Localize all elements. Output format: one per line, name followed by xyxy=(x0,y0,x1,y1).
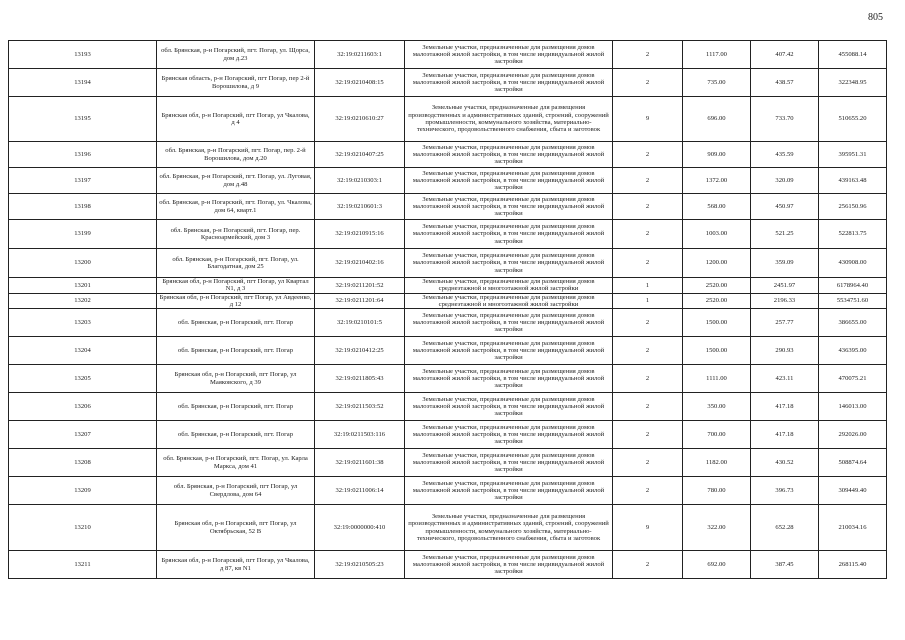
area-cell: 1117.00 xyxy=(683,41,751,69)
cadastral-number-cell: 32:19:0211006:14 xyxy=(315,477,405,505)
land-use-cell: Земельные участки, предназначенные для размещения производственных и административных зданий, строений, сооружений промышленности, коммунального хозяйства, материально-технического, продовольственного снабжения, сбыта и заготовок xyxy=(405,505,613,551)
cadastral-number-cell: 32:19:0210915:16 xyxy=(315,220,405,249)
land-use-cell: Земельные участки, предназначенные для размещения домов малоэтажной жилой застройки, в том числе индивидуальной жилой застройки xyxy=(405,309,613,337)
row-number: 13197 xyxy=(9,168,157,194)
area-cell: 696.00 xyxy=(683,97,751,142)
area-cell: 1200.00 xyxy=(683,249,751,278)
row-number: 13199 xyxy=(9,220,157,249)
address-cell: Брянская обл, р-н Погарский, пгт Погар, ул Квартал N1, д 3 xyxy=(157,278,315,294)
specific-value-cell: 2451.97 xyxy=(751,278,819,294)
table-row xyxy=(9,337,887,365)
cadastral-number-cell: 32:19:0211805:43 xyxy=(315,365,405,393)
table-row xyxy=(9,309,887,337)
address-cell: обл. Брянская, р-н Погарский, пгт. Погар, ул. Карла Маркса, дом 41 xyxy=(157,449,315,477)
table-row xyxy=(9,477,887,505)
address-cell: Брянская обл, р-н Погарский, пгт Погар, ул Чкалова, д 87, кв N1 xyxy=(157,551,315,579)
address-cell: обл. Брянская, р-н Погарский, пгт Погар, ул Свердлова, дом 64 xyxy=(157,477,315,505)
specific-value-cell: 430.52 xyxy=(751,449,819,477)
cadastral-value-cell: 455088.14 xyxy=(819,41,887,69)
cadastral-value-cell: 436395.00 xyxy=(819,337,887,365)
area-cell: 780.00 xyxy=(683,477,751,505)
table-row xyxy=(9,97,887,142)
cadastral-number-cell: 32:19:0211201:64 xyxy=(315,293,405,309)
row-number: 13204 xyxy=(9,337,157,365)
cadastral-number-cell: 32:19:0210408:15 xyxy=(315,69,405,97)
land-use-cell: Земельные участки, предназначенные для размещения домов малоэтажной жилой застройки, в том числе индивидуальной жилой застройки xyxy=(405,69,613,97)
group-code-cell: 2 xyxy=(613,142,683,168)
address-cell: Брянская обл, р-н Погарский, пгт Погар, ул Чкалова, д 4 xyxy=(157,97,315,142)
row-number: 13211 xyxy=(9,551,157,579)
group-code-cell: 9 xyxy=(613,97,683,142)
cadastral-value-cell: 386655.00 xyxy=(819,309,887,337)
table-row xyxy=(9,220,887,249)
group-code-cell: 2 xyxy=(613,421,683,449)
table-row xyxy=(9,551,887,579)
table-row xyxy=(9,249,887,278)
address-cell: обл. Брянская, р-н Погарский, пгт. Погар xyxy=(157,337,315,365)
area-cell: 1500.00 xyxy=(683,309,751,337)
area-cell: 350.00 xyxy=(683,393,751,421)
specific-value-cell: 450.97 xyxy=(751,194,819,220)
area-cell: 735.00 xyxy=(683,69,751,97)
specific-value-cell: 435.59 xyxy=(751,142,819,168)
land-use-cell: Земельные участки, предназначенные для размещения домов малоэтажной жилой застройки, в том числе индивидуальной жилой застройки xyxy=(405,337,613,365)
group-code-cell: 2 xyxy=(613,220,683,249)
area-cell: 1372.00 xyxy=(683,168,751,194)
specific-value-cell: 652.28 xyxy=(751,505,819,551)
registry-table xyxy=(8,40,887,579)
area-cell: 2520.00 xyxy=(683,278,751,294)
row-number: 13194 xyxy=(9,69,157,97)
specific-value-cell: 438.57 xyxy=(751,69,819,97)
cadastral-value-cell: 430908.00 xyxy=(819,249,887,278)
land-use-cell: Земельные участки, предназначенные для размещения домов малоэтажной жилой застройки, в том числе индивидуальной жилой застройки xyxy=(405,142,613,168)
address-cell: Брянская обл, р-н Погарский, пгт Погар, ул Октябрьская, 52 В xyxy=(157,505,315,551)
group-code-cell: 2 xyxy=(613,551,683,579)
table-row xyxy=(9,293,887,309)
row-number: 13196 xyxy=(9,142,157,168)
specific-value-cell: 359.09 xyxy=(751,249,819,278)
cadastral-value-cell: 470075.21 xyxy=(819,365,887,393)
land-use-cell: Земельные участки, предназначенные для размещения домов малоэтажной жилой застройки, в том числе индивидуальной жилой застройки xyxy=(405,365,613,393)
cadastral-number-cell: 32:19:0211201:52 xyxy=(315,278,405,294)
area-cell: 700.00 xyxy=(683,421,751,449)
row-number: 13205 xyxy=(9,365,157,393)
land-use-cell: Земельные участки, предназначенные для размещения домов малоэтажной жилой застройки, в том числе индивидуальной жилой застройки xyxy=(405,477,613,505)
cadastral-value-cell: 395951.31 xyxy=(819,142,887,168)
land-use-cell: Земельные участки, предназначенные для размещения домов малоэтажной жилой застройки, в том числе индивидуальной жилой застройки xyxy=(405,449,613,477)
land-use-cell: Земельные участки, предназначенные для размещения домов среднеэтажной и многоэтажной жилой застройки xyxy=(405,278,613,294)
table-row xyxy=(9,505,887,551)
group-code-cell: 2 xyxy=(613,365,683,393)
land-use-cell: Земельные участки, предназначенные для размещения производственных и административных зданий, строений, сооружений промышленности, коммунального хозяйства, материально-технического, продовольственного снабжения, сбыта и заготовок xyxy=(405,97,613,142)
group-code-cell: 2 xyxy=(613,393,683,421)
specific-value-cell: 733.70 xyxy=(751,97,819,142)
table-row xyxy=(9,194,887,220)
address-cell: обл. Брянская, р-н Погарский, пгт. Погар, пер. 2-й Ворошилова, дом д.20 xyxy=(157,142,315,168)
table-row xyxy=(9,278,887,294)
specific-value-cell: 407.42 xyxy=(751,41,819,69)
registry-body xyxy=(9,41,887,579)
cadastral-value-cell: 309449.40 xyxy=(819,477,887,505)
land-use-cell: Земельные участки, предназначенные для размещения домов малоэтажной жилой застройки, в том числе индивидуальной жилой застройки xyxy=(405,551,613,579)
area-cell: 322.00 xyxy=(683,505,751,551)
area-cell: 2520.00 xyxy=(683,293,751,309)
area-cell: 568.00 xyxy=(683,194,751,220)
row-number: 13207 xyxy=(9,421,157,449)
table-row xyxy=(9,142,887,168)
address-cell: Брянская область, р-н Погарский, пгт Погар, пер 2-й Ворошилова, д 9 xyxy=(157,69,315,97)
land-use-cell: Земельные участки, предназначенные для размещения домов малоэтажной жилой застройки, в том числе индивидуальной жилой застройки xyxy=(405,249,613,278)
land-use-cell: Земельные участки, предназначенные для размещения домов малоэтажной жилой застройки, в том числе индивидуальной жилой застройки xyxy=(405,393,613,421)
group-code-cell: 2 xyxy=(613,168,683,194)
address-cell: обл. Брянская, р-н Погарский, пгт. Погар xyxy=(157,309,315,337)
cadastral-value-cell: 510655.20 xyxy=(819,97,887,142)
cadastral-number-cell: 32:19:0211503:116 xyxy=(315,421,405,449)
area-cell: 1003.00 xyxy=(683,220,751,249)
table-row xyxy=(9,69,887,97)
cadastral-number-cell: 32:19:0000000:410 xyxy=(315,505,405,551)
table-row xyxy=(9,421,887,449)
specific-value-cell: 387.45 xyxy=(751,551,819,579)
table-row xyxy=(9,168,887,194)
group-code-cell: 2 xyxy=(613,41,683,69)
address-cell: Брянская обл, р-н Погарский, пгт Погар, ул Маяковского, д 39 xyxy=(157,365,315,393)
cadastral-value-cell: 322348.95 xyxy=(819,69,887,97)
specific-value-cell: 521.25 xyxy=(751,220,819,249)
row-number: 13198 xyxy=(9,194,157,220)
specific-value-cell: 2196.33 xyxy=(751,293,819,309)
cadastral-value-cell: 268115.40 xyxy=(819,551,887,579)
specific-value-cell: 290.93 xyxy=(751,337,819,365)
land-use-cell: Земельные участки, предназначенные для размещения домов малоэтажной жилой застройки, в том числе индивидуальной жилой застройки xyxy=(405,41,613,69)
group-code-cell: 2 xyxy=(613,477,683,505)
cadastral-number-cell: 32:19:0210505:23 xyxy=(315,551,405,579)
land-use-cell: Земельные участки, предназначенные для размещения домов малоэтажной жилой застройки, в том числе индивидуальной жилой застройки xyxy=(405,220,613,249)
specific-value-cell: 423.11 xyxy=(751,365,819,393)
group-code-cell: 9 xyxy=(613,505,683,551)
row-number: 13193 xyxy=(9,41,157,69)
land-use-cell: Земельные участки, предназначенные для размещения домов малоэтажной жилой застройки, в том числе индивидуальной жилой застройки xyxy=(405,168,613,194)
area-cell: 1111.00 xyxy=(683,365,751,393)
cadastral-number-cell: 32:19:0210601:3 xyxy=(315,194,405,220)
specific-value-cell: 396.73 xyxy=(751,477,819,505)
row-number: 13195 xyxy=(9,97,157,142)
page-number: 805 xyxy=(868,12,883,23)
land-use-cell: Земельные участки, предназначенные для размещения домов малоэтажной жилой застройки, в том числе индивидуальной жилой застройки xyxy=(405,194,613,220)
address-cell: обл. Брянская, р-н Погарский, пгт. Погар xyxy=(157,393,315,421)
table-row xyxy=(9,449,887,477)
cadastral-value-cell: 292026.00 xyxy=(819,421,887,449)
cadastral-number-cell: 32:19:0211503:52 xyxy=(315,393,405,421)
area-cell: 909.00 xyxy=(683,142,751,168)
group-code-cell: 2 xyxy=(613,69,683,97)
row-number: 13206 xyxy=(9,393,157,421)
group-code-cell: 2 xyxy=(613,194,683,220)
land-use-cell: Земельные участки, предназначенные для размещения домов малоэтажной жилой застройки, в том числе индивидуальной жилой застройки xyxy=(405,421,613,449)
cadastral-value-cell: 508874.64 xyxy=(819,449,887,477)
area-cell: 692.00 xyxy=(683,551,751,579)
cadastral-value-cell: 210034.16 xyxy=(819,505,887,551)
cadastral-value-cell: 146013.00 xyxy=(819,393,887,421)
table-row xyxy=(9,41,887,69)
address-cell: обл. Брянская, р-н Погарский, пгт. Погар, ул. Щорса, дом д.23 xyxy=(157,41,315,69)
cadastral-number-cell: 32:19:0210303:1 xyxy=(315,168,405,194)
specific-value-cell: 417.18 xyxy=(751,421,819,449)
cadastral-number-cell: 32:19:0210101:5 xyxy=(315,309,405,337)
address-cell: Брянская обл, р-н Погарский, пгт Погар, ул Авдеенко, д 12 xyxy=(157,293,315,309)
area-cell: 1500.00 xyxy=(683,337,751,365)
row-number: 13202 xyxy=(9,293,157,309)
cadastral-number-cell: 32:19:0210610:27 xyxy=(315,97,405,142)
cadastral-value-cell: 522813.75 xyxy=(819,220,887,249)
cadastral-number-cell: 32:19:0211601:38 xyxy=(315,449,405,477)
cadastral-value-cell: 256150.96 xyxy=(819,194,887,220)
group-code-cell: 1 xyxy=(613,278,683,294)
address-cell: обл. Брянская, р-н Погарский, пгт. Погар xyxy=(157,421,315,449)
address-cell: обл. Брянская, р-н Погарский, пгт. Погар, ул. Чкалова, дом 64, кварт.1 xyxy=(157,194,315,220)
cadastral-number-cell: 32:19:0211603:1 xyxy=(315,41,405,69)
cadastral-value-cell: 6178964.40 xyxy=(819,278,887,294)
address-cell: обл. Брянская, р-н Погарский, пгт. Погар, ул. Луговая, дом д.48 xyxy=(157,168,315,194)
cadastral-number-cell: 32:19:0210402:16 xyxy=(315,249,405,278)
group-code-cell: 2 xyxy=(613,449,683,477)
address-cell: обл. Брянская, р-н Погарский, пгт. Погар, пер. Красноармейский, дом 3 xyxy=(157,220,315,249)
table-row xyxy=(9,365,887,393)
specific-value-cell: 257.77 xyxy=(751,309,819,337)
land-use-cell: Земельные участки, предназначенные для размещения домов среднеэтажной и многоэтажной жилой застройки xyxy=(405,293,613,309)
cadastral-number-cell: 32:19:0210407:25 xyxy=(315,142,405,168)
table-row xyxy=(9,393,887,421)
group-code-cell: 2 xyxy=(613,309,683,337)
row-number: 13201 xyxy=(9,278,157,294)
address-cell: обл. Брянская, р-н Погарский, пгт. Погар, ул. Благодатная, дом 25 xyxy=(157,249,315,278)
cadastral-number-cell: 32:19:0210412:25 xyxy=(315,337,405,365)
group-code-cell: 2 xyxy=(613,337,683,365)
area-cell: 1182.00 xyxy=(683,449,751,477)
row-number: 13200 xyxy=(9,249,157,278)
row-number: 13208 xyxy=(9,449,157,477)
row-number: 13209 xyxy=(9,477,157,505)
group-code-cell: 2 xyxy=(613,249,683,278)
specific-value-cell: 417.18 xyxy=(751,393,819,421)
specific-value-cell: 320.09 xyxy=(751,168,819,194)
cadastral-value-cell: 5534751.60 xyxy=(819,293,887,309)
row-number: 13210 xyxy=(9,505,157,551)
row-number: 13203 xyxy=(9,309,157,337)
cadastral-value-cell: 439163.48 xyxy=(819,168,887,194)
group-code-cell: 1 xyxy=(613,293,683,309)
